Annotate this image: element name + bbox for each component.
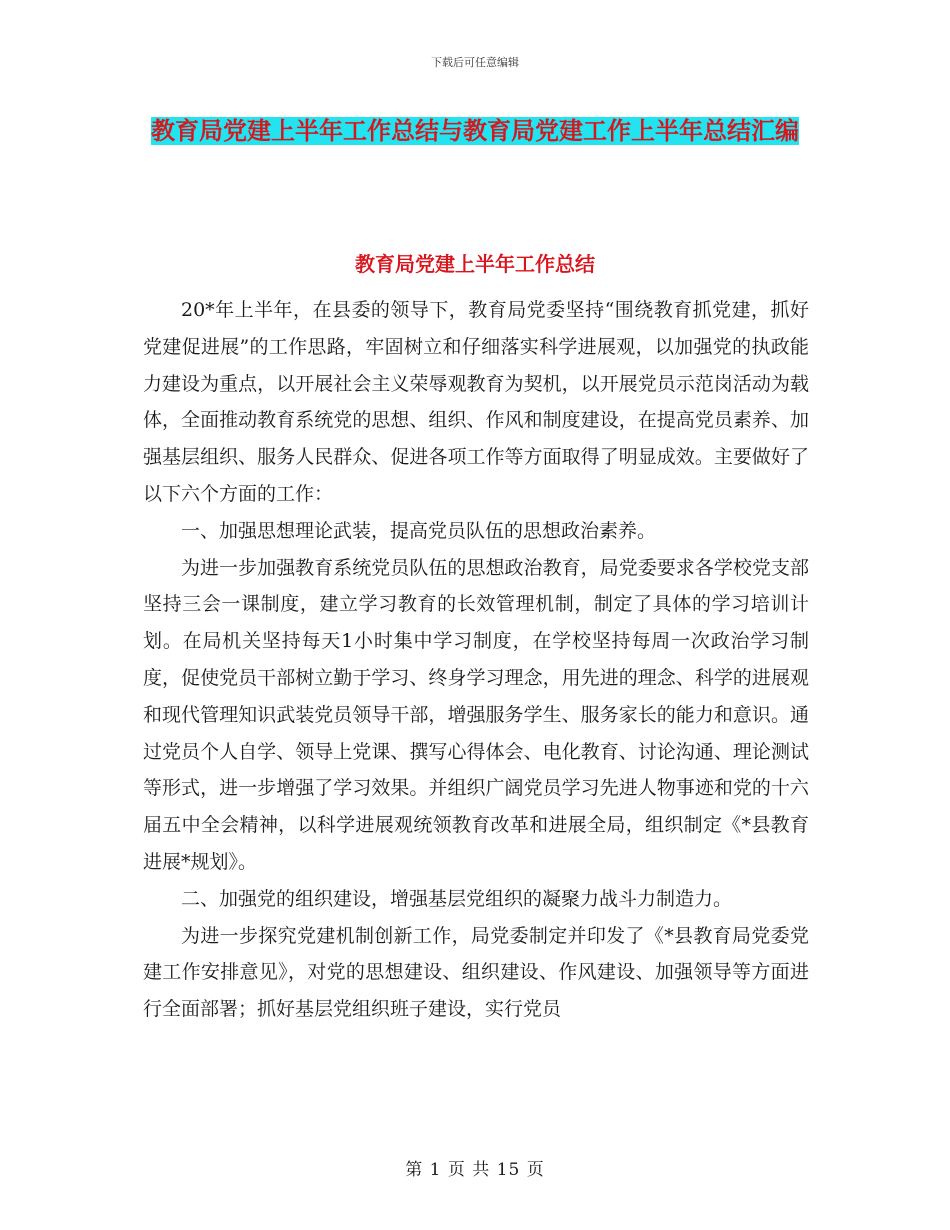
paragraph-intro: 20*年上半年，在县委的领导下，教育局党委坚持“围绕教育抓党建，抓好党建促进展”的工作思路，牢固树立和仔细落实科学进展观，以加强党的执政能力建设为重点，以开展社会主义荣辱观教育为契机，以开展党员示范岗活动为载体，全面推动教育系统党的思想、组织、作风和制度建设，在提高党员素养、加强基层组织、服务人民群众、促进各项工作等方面取得了明显成效。主要做好了以下六个方面的工作： bbox=[143, 299, 809, 505]
body-text bbox=[143, 292, 809, 1028]
paragraph-heading-2: 二、加强党的组织建设，增强基层党组织的凝聚力战斗力制造力。 bbox=[181, 887, 733, 910]
section-title: 教育局党建上半年工作总结 bbox=[355, 252, 595, 276]
page-footer: 第 1 页 共 15 页 bbox=[405, 1160, 545, 1180]
document-title-text: 教育局党建上半年工作总结与教育局党建工作上半年总结汇编 bbox=[151, 117, 799, 145]
paragraph-heading-1: 一、加强思想理论武装，提高党员队伍的思想政治素养。 bbox=[181, 519, 657, 542]
document-title bbox=[140, 108, 810, 155]
paragraph-study: 为进一步加强教育系统党员队伍的思想政治教育，局党委要求各学校党支部坚持三会一课制度，建立学习教育的长效管理机制，制定了具体的学习培训计划。在局机关坚持每天1小时集中学习制度，在学校坚持每周一次政治学习制度，促使党员干部树立勤于学习、终身学习理念，用先进的理念、科学的进展观和现代管理知识武装党员领导干部，增强服务学生、服务家长的能力和意识。通过党员个人自学、领导上党课、撰写心得体会、电化教育、讨论沟通、理论测试等形式，进一步增强了学习效果。并组织广阔党员学习先进人物事迹和党的十六届五中全会精神，以科学进展观统领教育改革和进展全局，组织制定《*县教育进展*规划》。 bbox=[143, 556, 809, 873]
paragraph-organization: 为进一步探究党建机制创新工作，局党委制定并印发了《*县教育局党委党建工作安排意见》，对党的思想建设、组织建设、作风建设、加强领导等方面进行全面部署；抓好基层党组织班子建设，实行党员 bbox=[143, 924, 809, 1021]
header-note: 下载后可任意编辑 bbox=[431, 56, 519, 69]
